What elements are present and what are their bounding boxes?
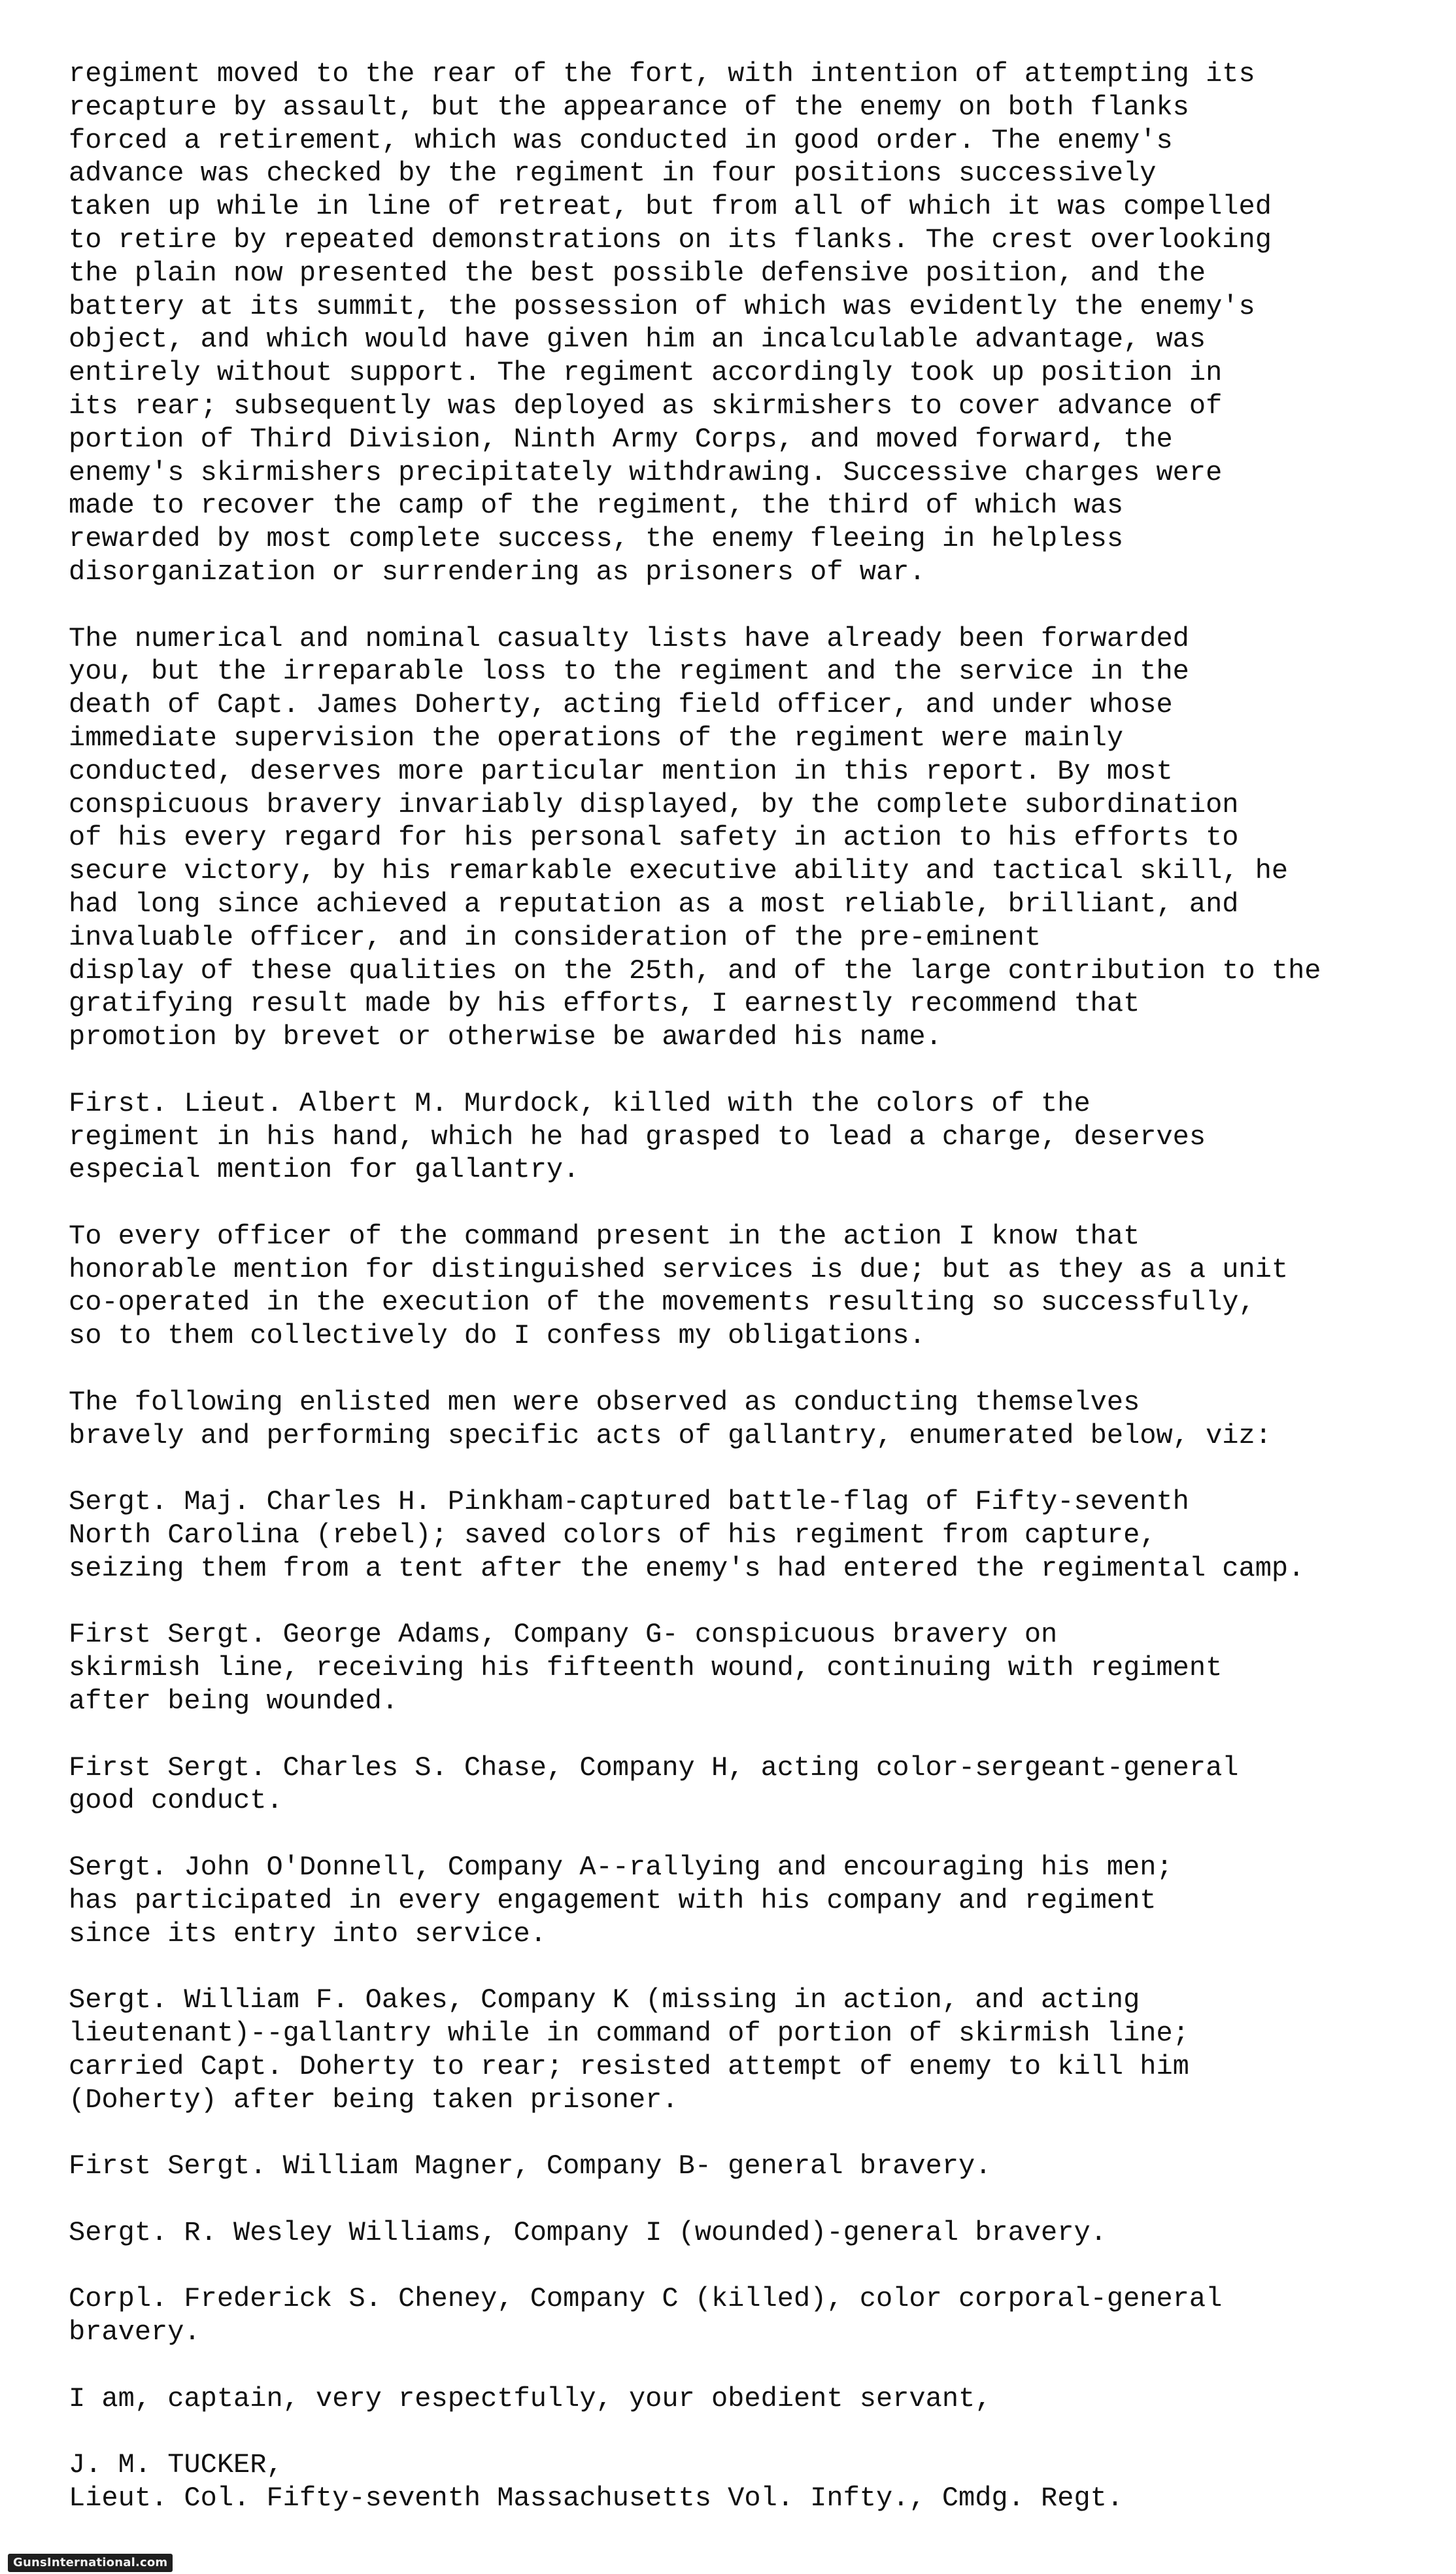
paragraph-adams: First Sergt. George Adams, Company G- conspicuous bravery on skirmish line, receiving his fifteenth wound, continuing with regiment after being wounded. [69,1619,1223,1718]
paragraph-cheney: Corpl. Frederick S. Cheney, Company C (killed), color corporal-general bravery. [69,2283,1223,2348]
signature-name: J. M. TUCKER, [69,2449,283,2481]
paragraph-officers: To every officer of the command present in the action I know that honorable mention for distinguished services is due; but as they as a unit co-operated in the execution of the movements resulting so successfully, so to them collectively do I confess my obligations. [69,1220,1289,1352]
signature-title: Lieut. Col. Fifty-seventh Massachusetts Vol. Infty., Cmdg. Regt. [69,2482,1124,2515]
paragraph-retreat-narrative: regiment moved to the rear of the fort, with intention of attempting its recapture by assault, but the appearance of the enemy on both flanks forced a retirement, which was conducted in good order. The enemy's advance was checked by the regiment in four positions successively taken up while in line of retreat, but from all of which it was compelled to retire by repeated demonstrations on its flanks. The crest overlooking the plain now presented the best possible defensive position, and the battery at its summit, the possession of which was evidently the enemy's object, and which would have given him an incalculable advantage, was entirely without support. The regiment accordingly took up position in its rear; subsequently was deployed as skirmishers to cover advance of portion of Third Division, Ninth Army Corps, and moved forward, the enemy's skirmishers precipitately withdrawing. Successive charges were made to recover the camp of the regiment, the third of which was rewarded by most complete success, the enemy fleeing in helpless disorganization or surrendering as prisoners of war. [69,58,1272,588]
paragraph-williams: Sergt. R. Wesley Williams, Company I (wounded)-general bravery. [69,2216,1107,2248]
signature-block [69,2448,1448,2515]
watermark-logo: GunsInternational.com [8,2554,173,2572]
paragraph-magner: First Sergt. William Magner, Company B- general bravery. [69,2150,992,2182]
paragraph-pinkham: Sergt. Maj. Charles H. Pinkham-captured battle-flag of Fifty-seventh North Carolina (rebel); saved colors of his regiment from capture, seizing them from a tent after the enemy's had entered the regimental camp. [69,1486,1305,1584]
paragraph-chase: First Sergt. Charles S. Chase, Company H, acting color-sergeant-general good conduct. [69,1752,1239,1817]
document-body [69,58,1448,2515]
paragraph-odonnell: Sergt. John O'Donnell, Company A--rallying and encouraging his men; has participated in every engagement with his company and regiment since its entry into service. [69,1852,1173,1950]
paragraph-closing: I am, captain, very respectfully, your obedient servant, [69,2382,992,2414]
paragraph-enlisted-intro: The following enlisted men were observed as conducting themselves bravely and performing specific acts of gallantry, enumerated below, viz: [69,1386,1272,1451]
paragraph-lieut-murdock: First. Lieut. Albert M. Murdock, killed with the colors of the regiment in his hand, which he had grasped to lead a charge, deserves especial mention for gallantry. [69,1087,1206,1186]
paragraph-oakes: Sergt. William F. Oakes, Company K (missing in action, and acting lieutenant)--gallantry while in command of portion of skirmish line; carried Capt. Doherty to rear; resisted attempt of enemy to kill him (Doherty) after being taken prisoner. [69,1984,1189,2116]
paragraph-capt-doherty: The numerical and nominal casualty lists have already been forwarded you, but the irreparable loss to the regiment and the service in the death of Capt. James Doherty, acting field officer, and under whose immediate supervision the operations of the regiment were mainly conducted, deserves more particular mention in this report. By most conspicuous bravery invariably displayed, by the complete subordination of his every regard for his personal safety in action to his efforts to secure victory, by his remarkable executive ability and tactical skill, he had long since achieved a reputation as a most reliable, brilliant, and invaluable officer, and in consideration of the pre-eminent display of these qualities on the 25th, and of the large contribution to the gratifying result made by his efforts, I earnestly recommend that promotion by brevet or otherwise be awarded his name. [69,622,1321,1053]
